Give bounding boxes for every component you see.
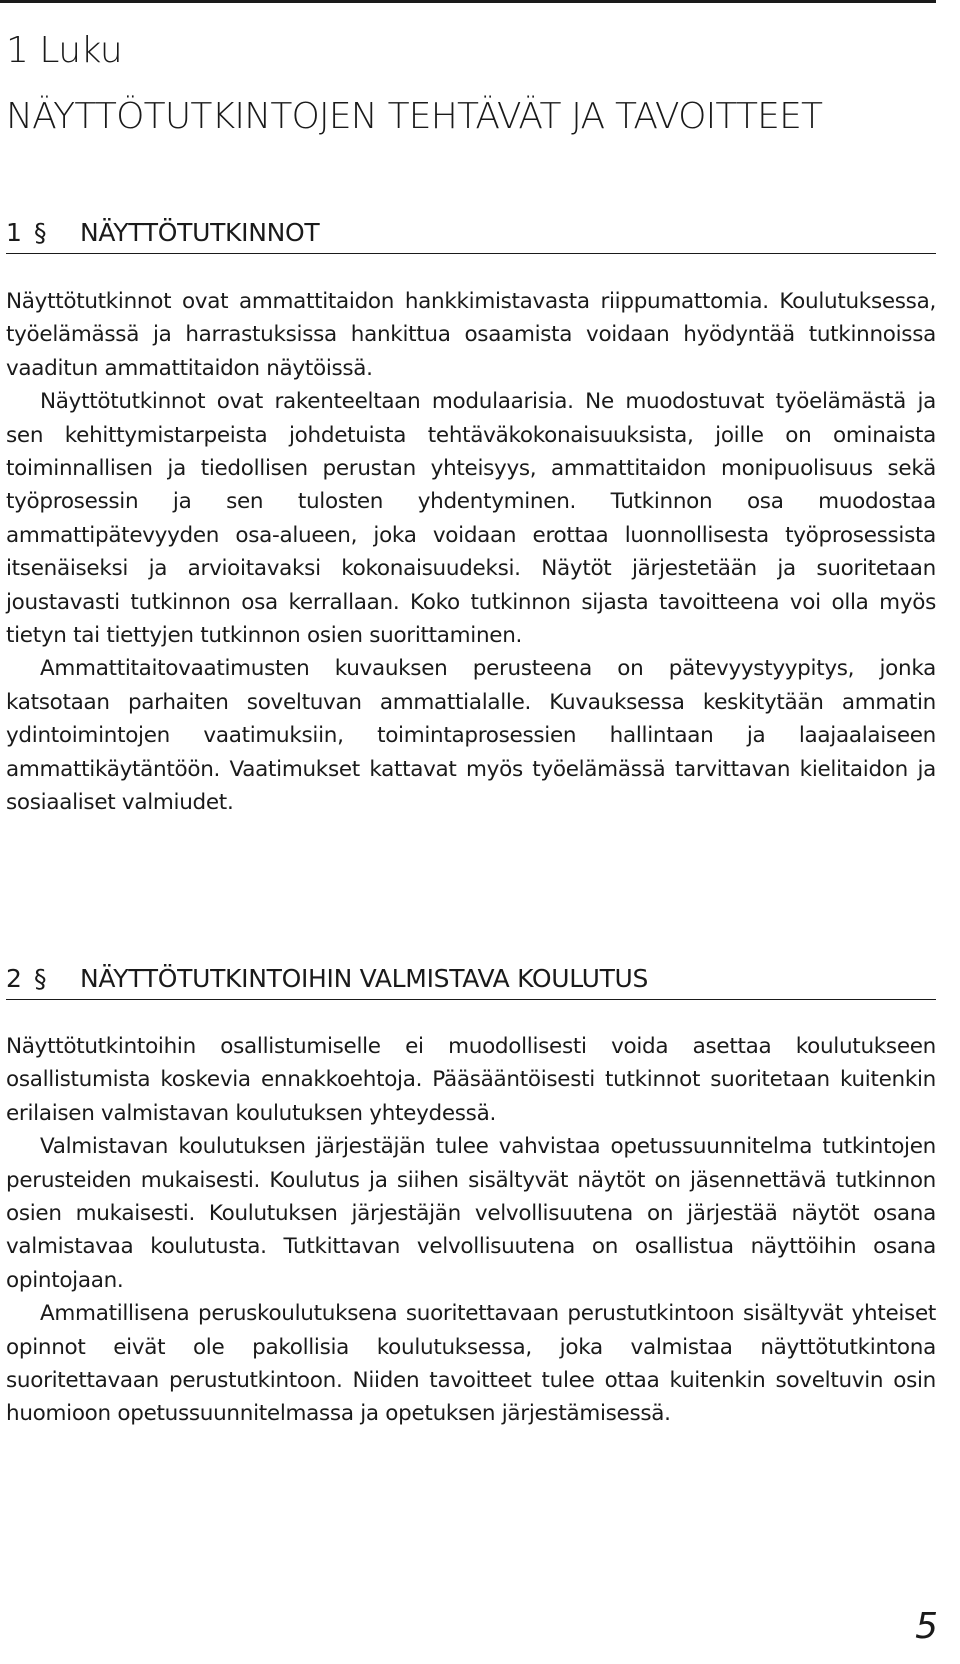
page-number: 5: [915, 1606, 938, 1647]
paragraph: Näyttötutkinnot ovat rakenteeltaan modulaarisia. Ne muodostuvat työelämästä ja sen kehittymistarpeista johdetuista tehtäväkokonaisuuksista, joille on ominaista toiminnallisen ja tiedollisen perustan yhteisyys, ammattitaidon monipuolisuus sekä työprosessin ja sen tulosten yhdentyminen. Tutkinnon osa muodostaa ammattipätevyyden osa-alueen, joka voidaan erottaa luonnollisesta työprosessista itsenäiseksi ja arvioitavaksi kokonaisuudeksi. Näytöt järjestetään ja suoritetaan joustavasti tutkinnon osa kerrallaan. Koko tutkinnon sijasta tavoitteena voi olla myös tietyn tai tiettyjen tutkinnon osien suorittaminen.: [6, 389, 936, 649]
section-title: NÄYTTÖTUTKINNOT: [80, 218, 320, 247]
chapter-label: 1 Luku: [6, 30, 123, 71]
paragraph: Näyttötutkintoihin osallistumiselle ei muodollisesti voida asettaa koulutukseen osallistumista koskevia ennakkoehtoja. Pääsääntöisesti tutkinnot suoritetaan kuitenkin erilaisen valmistavan koulutuksen yhteydessä.: [6, 1034, 936, 1126]
section-heading-1: [6, 218, 936, 254]
section-number: 1: [6, 218, 22, 247]
section-symbol: §: [34, 218, 47, 247]
chapter-title: NÄYTTÖTUTKINTOJEN TEHTÄVÄT JA TAVOITTEET: [6, 96, 823, 137]
paragraph: Ammattitaitovaatimusten kuvauksen perusteena on pätevyystyypitys, jonka katsotaan parhaiten soveltuvan ammattialalle. Kuvauksessa keskitytään ammatin ydintoimintojen vaatimuksiin, toimintaprosessien hallintaan ja laajaalaiseen ammattikäytäntöön. Vaatimukset kattavat myös työelämässä tarvittavan kielitaidon ja sosiaaliset valmiudet.: [6, 656, 936, 816]
paragraph: Näyttötutkinnot ovat ammattitaidon hankkimistavasta riippumattomia. Koulutuksessa, työelämässä ja harrastuksissa hankittua osaamista voidaan hyödyntää tutkinnoissa vaaditun ammattitaidon näytöissä.: [6, 289, 936, 381]
section-2-body: [6, 1030, 936, 1431]
section-heading-2: [6, 964, 936, 1000]
section-1-body: [6, 285, 936, 820]
paragraph: Valmistavan koulutuksen järjestäjän tulee vahvistaa opetussuunnitelma tutkintojen perusteiden mukaisesti. Koulutus ja siihen sisältyvät näytöt on jäsennettävä tutkinnon osien mukaisesti. Koulutuksen järjestäjän velvollisuutena on järjestää näytöt osana valmistavaa koulutusta. Tutkittavan velvollisuutena on osallistua näyttöihin osana opintojaan.: [6, 1134, 936, 1293]
section-number: 2: [6, 964, 22, 993]
section-symbol: §: [34, 964, 47, 993]
top-rule: [0, 0, 936, 3]
section-title: NÄYTTÖTUTKINTOIHIN VALMISTAVA KOULUTUS: [80, 964, 649, 993]
paragraph: Ammatillisena peruskoulutuksena suoritettavaan perustutkintoon sisältyvät yhteiset opinnot eivät ole pakollisia koulutuksessa, joka valmistaa näyttötutkintona suoritettavaan perustutkintoon. Niiden tavoitteet tulee ottaa kuitenkin soveltuvin osin huomioon opetussuunnitelmassa ja opetuksen järjestämisessä.: [6, 1301, 936, 1427]
